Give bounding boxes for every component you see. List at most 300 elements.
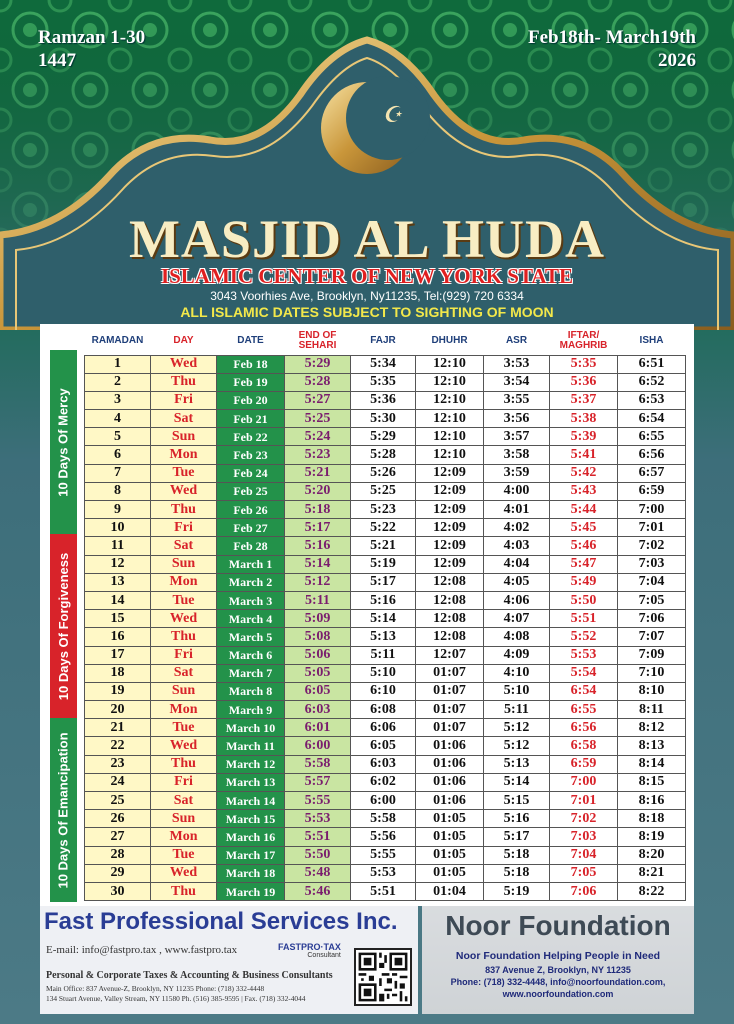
iftar-cell: 5:52	[550, 628, 618, 646]
iftar-cell: 7:02	[550, 810, 618, 828]
dhuhr-cell: 01:06	[416, 773, 484, 791]
iftar-cell: 6:59	[550, 755, 618, 773]
weekday-cell: Thu	[151, 373, 217, 391]
date-cell: March 13	[217, 773, 285, 791]
fajr-cell: 5:19	[351, 555, 416, 573]
isha-cell: 7:04	[618, 573, 686, 591]
hijri-range: Ramzan 1-30 1447	[38, 27, 146, 71]
isha-cell: 7:06	[618, 610, 686, 628]
dhuhr-cell: 01:06	[416, 792, 484, 810]
iftar-cell: 5:42	[550, 464, 618, 482]
asr-cell: 5:17	[484, 828, 550, 846]
dhuhr-cell: 01:06	[416, 755, 484, 773]
dhuhr-cell: 01:05	[416, 810, 484, 828]
asr-cell: 5:12	[484, 719, 550, 737]
dhuhr-cell: 01:07	[416, 664, 484, 682]
table-row	[85, 682, 686, 700]
isha-cell: 8:14	[618, 755, 686, 773]
date-cell: Feb 25	[217, 482, 285, 500]
table-row	[85, 591, 686, 609]
table-row	[85, 555, 686, 573]
date-cell: March 2	[217, 573, 285, 591]
isha-cell: 6:59	[618, 482, 686, 500]
weekday-cell: Wed	[151, 482, 217, 500]
sehari-cell: 5:21	[285, 464, 351, 482]
isha-cell: 8:15	[618, 773, 686, 791]
column-dhuhr: DHUHR	[416, 328, 484, 355]
weekday-cell: Mon	[151, 701, 217, 719]
prayer-timetable	[84, 328, 686, 901]
ramadan-day-cell: 6	[85, 446, 151, 464]
asr-cell: 4:10	[484, 664, 550, 682]
sponsor-services: Personal & Corporate Taxes & Accounting & Business Consultants	[46, 970, 333, 981]
isha-cell: 6:55	[618, 428, 686, 446]
ramadan-day-cell: 19	[85, 682, 151, 700]
iftar-cell: 5:37	[550, 391, 618, 409]
iftar-cell: 6:56	[550, 719, 618, 737]
date-cell: Feb 23	[217, 446, 285, 464]
column-sehari: END OF SEHARI	[285, 328, 351, 355]
asr-cell: 4:03	[484, 537, 550, 555]
asr-cell: 3:56	[484, 410, 550, 428]
iftar-cell: 6:54	[550, 682, 618, 700]
weekday-cell: Wed	[151, 737, 217, 755]
isha-cell: 7:09	[618, 646, 686, 664]
sehari-cell: 5:51	[285, 828, 351, 846]
section-label-mercy: 10 Days Of Mercy	[50, 350, 77, 534]
date-cell: March 19	[217, 882, 285, 900]
isha-cell: 8:22	[618, 882, 686, 900]
asr-cell: 3:55	[484, 391, 550, 409]
table-row	[85, 355, 686, 373]
weekday-cell: Fri	[151, 646, 217, 664]
dhuhr-cell: 12:08	[416, 610, 484, 628]
ramadan-day-cell: 24	[85, 773, 151, 791]
dhuhr-cell: 12:09	[416, 555, 484, 573]
dhuhr-cell: 12:08	[416, 628, 484, 646]
ramadan-day-cell: 29	[85, 864, 151, 882]
noor-phone: Phone: (718) 332-4448, info@noorfoundation.com,	[450, 977, 666, 987]
fajr-cell: 5:22	[351, 519, 416, 537]
weekday-cell: Fri	[151, 519, 217, 537]
column-isha: ISHA	[618, 328, 686, 355]
address: 3043 Voorhies Ave, Brooklyn, Ny11235, Tel:(929) 720 6334	[210, 289, 524, 303]
ramadan-day-cell: 26	[85, 810, 151, 828]
noor-tagline: Noor Foundation Helping People in Need	[455, 950, 661, 962]
weekday-cell: Tue	[151, 719, 217, 737]
asr-cell: 4:04	[484, 555, 550, 573]
iftar-cell: 7:04	[550, 846, 618, 864]
fajr-cell: 6:00	[351, 792, 416, 810]
sehari-cell: 5:12	[285, 573, 351, 591]
fajr-cell: 5:51	[351, 882, 416, 900]
asr-cell: 5:14	[484, 773, 550, 791]
ramadan-day-cell: 5	[85, 428, 151, 446]
fajr-cell: 5:16	[351, 591, 416, 609]
iftar-cell: 5:36	[550, 373, 618, 391]
column-iftar: IFTAR/ MAGHRIB	[550, 328, 618, 355]
fajr-cell: 5:21	[351, 537, 416, 555]
isha-cell: 6:56	[618, 446, 686, 464]
fajr-cell: 5:36	[351, 391, 416, 409]
table-row	[85, 737, 686, 755]
timetable-body	[85, 355, 686, 901]
table-header-row	[85, 328, 686, 355]
sehari-cell: 5:58	[285, 755, 351, 773]
dhuhr-cell: 01:05	[416, 864, 484, 882]
date-cell: March 1	[217, 555, 285, 573]
table-row	[85, 864, 686, 882]
dhuhr-cell: 12:09	[416, 537, 484, 555]
iftar-cell: 7:01	[550, 792, 618, 810]
table-row	[85, 537, 686, 555]
asr-cell: 5:13	[484, 755, 550, 773]
fajr-cell: 5:53	[351, 864, 416, 882]
iftar-cell: 5:51	[550, 610, 618, 628]
sehari-cell: 5:48	[285, 864, 351, 882]
iftar-cell: 5:41	[550, 446, 618, 464]
isha-cell: 6:54	[618, 410, 686, 428]
weekday-cell: Sat	[151, 410, 217, 428]
sehari-cell: 5:46	[285, 882, 351, 900]
ramadan-day-cell: 18	[85, 664, 151, 682]
weekday-cell: Thu	[151, 501, 217, 519]
date-cell: Feb 18	[217, 355, 285, 373]
ramadan-day-cell: 20	[85, 701, 151, 719]
sehari-cell: 6:01	[285, 719, 351, 737]
ramadan-day-cell: 1	[85, 355, 151, 373]
ramadan-day-cell: 8	[85, 482, 151, 500]
table-row	[85, 391, 686, 409]
iftar-cell: 5:38	[550, 410, 618, 428]
fajr-cell: 6:06	[351, 719, 416, 737]
ramadan-day-cell: 27	[85, 828, 151, 846]
weekday-cell: Tue	[151, 846, 217, 864]
weekday-cell: Mon	[151, 446, 217, 464]
date-cell: March 18	[217, 864, 285, 882]
isha-cell: 7:03	[618, 555, 686, 573]
dhuhr-cell: 01:04	[416, 882, 484, 900]
iftar-cell: 7:03	[550, 828, 618, 846]
column-fajr: FAJR	[351, 328, 416, 355]
date-cell: Feb 22	[217, 428, 285, 446]
weekday-cell: Tue	[151, 591, 217, 609]
weekday-cell: Wed	[151, 355, 217, 373]
ramadan-day-cell: 14	[85, 591, 151, 609]
isha-cell: 8:20	[618, 846, 686, 864]
organization-subtitle: ISLAMIC CENTER OF NEW YORK STATE	[160, 264, 574, 288]
date-cell: March 9	[217, 701, 285, 719]
fajr-cell: 5:10	[351, 664, 416, 682]
date-cell: Feb 21	[217, 410, 285, 428]
sehari-cell: 5:55	[285, 792, 351, 810]
moon-sighting-notice: ALL ISLAMIC DATES SUBJECT TO SIGHTING OF MOON	[180, 304, 554, 320]
weekday-cell: Mon	[151, 828, 217, 846]
date-cell: Feb 24	[217, 464, 285, 482]
date-cell: Feb 20	[217, 391, 285, 409]
sehari-cell: 5:09	[285, 610, 351, 628]
ramadan-day-cell: 17	[85, 646, 151, 664]
weekday-cell: Tue	[151, 464, 217, 482]
asr-cell: 5:19	[484, 882, 550, 900]
svg-text:☪: ☪	[382, 103, 402, 128]
table-row	[85, 755, 686, 773]
iftar-cell: 5:47	[550, 555, 618, 573]
sehari-cell: 5:14	[285, 555, 351, 573]
dhuhr-cell: 12:09	[416, 501, 484, 519]
ramadan-day-cell: 15	[85, 610, 151, 628]
dhuhr-cell: 12:09	[416, 482, 484, 500]
table-row	[85, 410, 686, 428]
dhuhr-cell: 12:10	[416, 410, 484, 428]
ramadan-day-cell: 10	[85, 519, 151, 537]
isha-cell: 6:51	[618, 355, 686, 373]
column-ramadan: RAMADAN	[85, 328, 151, 355]
iftar-cell: 5:46	[550, 537, 618, 555]
sehari-cell: 5:24	[285, 428, 351, 446]
sponsor-offices: Main Office: 837 Avenue-Z, Brooklyn, NY 11235 Phone: (718) 332-4448 134 Stuart Avenue, Valley Stream, NY 11580 Ph. (516) 385-9595 | Fax. (718) 332-4044	[46, 984, 306, 1003]
iftar-cell: 5:53	[550, 646, 618, 664]
isha-cell: 6:53	[618, 391, 686, 409]
table-row	[85, 610, 686, 628]
date-cell: March 15	[217, 810, 285, 828]
sehari-cell: 5:53	[285, 810, 351, 828]
sehari-cell: 5:57	[285, 773, 351, 791]
date-cell: Feb 19	[217, 373, 285, 391]
section-label-emancipation: 10 Days Of Emancipation	[50, 718, 77, 902]
isha-cell: 8:16	[618, 792, 686, 810]
dhuhr-cell: 12:10	[416, 428, 484, 446]
date-cell: March 7	[217, 664, 285, 682]
table-row	[85, 828, 686, 846]
fajr-cell: 5:11	[351, 646, 416, 664]
fajr-cell: 5:25	[351, 482, 416, 500]
iftar-cell: 6:55	[550, 701, 618, 719]
ramadan-day-cell: 25	[85, 792, 151, 810]
date-cell: March 14	[217, 792, 285, 810]
date-cell: March 5	[217, 628, 285, 646]
table-row	[85, 573, 686, 591]
sehari-cell: 5:18	[285, 501, 351, 519]
table-row	[85, 701, 686, 719]
fajr-cell: 5:56	[351, 828, 416, 846]
iftar-cell: 5:43	[550, 482, 618, 500]
fajr-cell: 5:34	[351, 355, 416, 373]
timetable-panel	[40, 324, 694, 906]
weekday-cell: Sat	[151, 537, 217, 555]
weekday-cell: Wed	[151, 610, 217, 628]
sehari-cell: 5:50	[285, 846, 351, 864]
sehari-cell: 5:28	[285, 373, 351, 391]
iftar-cell: 5:39	[550, 428, 618, 446]
table-row	[85, 792, 686, 810]
table-row	[85, 373, 686, 391]
table-row	[85, 501, 686, 519]
table-row	[85, 719, 686, 737]
weekday-cell: Sun	[151, 810, 217, 828]
ramadan-day-cell: 7	[85, 464, 151, 482]
sehari-cell: 5:25	[285, 410, 351, 428]
column-day: DAY	[151, 328, 217, 355]
ramadan-day-cell: 28	[85, 846, 151, 864]
asr-cell: 4:05	[484, 573, 550, 591]
sehari-cell: 5:20	[285, 482, 351, 500]
iftar-cell: 7:06	[550, 882, 618, 900]
date-cell: March 16	[217, 828, 285, 846]
weekday-cell: Fri	[151, 773, 217, 791]
asr-cell: 3:59	[484, 464, 550, 482]
isha-cell: 8:11	[618, 701, 686, 719]
ramadan-day-cell: 2	[85, 373, 151, 391]
isha-cell: 7:02	[618, 537, 686, 555]
sehari-cell: 6:05	[285, 682, 351, 700]
page-title: MASJID AL HUDA	[128, 209, 606, 269]
isha-cell: 6:52	[618, 373, 686, 391]
weekday-cell: Mon	[151, 573, 217, 591]
asr-cell: 5:12	[484, 737, 550, 755]
sehari-cell: 6:00	[285, 737, 351, 755]
weekday-cell: Wed	[151, 864, 217, 882]
dhuhr-cell: 01:07	[416, 719, 484, 737]
fajr-cell: 5:35	[351, 373, 416, 391]
section-label-forgiveness: 10 Days Of Forgiveness	[50, 534, 77, 718]
date-cell: March 6	[217, 646, 285, 664]
isha-cell: 7:01	[618, 519, 686, 537]
asr-cell: 3:57	[484, 428, 550, 446]
table-row	[85, 519, 686, 537]
isha-cell: 8:19	[618, 828, 686, 846]
isha-cell: 7:07	[618, 628, 686, 646]
fajr-cell: 6:03	[351, 755, 416, 773]
sehari-cell: 5:27	[285, 391, 351, 409]
date-cell: Feb 26	[217, 501, 285, 519]
sehari-cell: 5:17	[285, 519, 351, 537]
weekday-cell: Sat	[151, 792, 217, 810]
isha-cell: 7:00	[618, 501, 686, 519]
sehari-cell: 5:16	[285, 537, 351, 555]
isha-cell: 6:57	[618, 464, 686, 482]
dhuhr-cell: 12:10	[416, 355, 484, 373]
dhuhr-cell: 12:07	[416, 646, 484, 664]
ramadan-day-cell: 16	[85, 628, 151, 646]
dhuhr-cell: 12:10	[416, 446, 484, 464]
qr-code-icon	[354, 948, 412, 1006]
dhuhr-cell: 12:09	[416, 464, 484, 482]
weekday-cell: Fri	[151, 391, 217, 409]
iftar-cell: 5:50	[550, 591, 618, 609]
asr-cell: 4:09	[484, 646, 550, 664]
fajr-cell: 5:13	[351, 628, 416, 646]
noor-address: 837 Avenue Z, Brooklyn, NY 11235	[485, 965, 631, 975]
dhuhr-cell: 01:05	[416, 828, 484, 846]
noor-name: Noor Foundation	[445, 910, 671, 941]
ramadan-day-cell: 13	[85, 573, 151, 591]
isha-cell: 8:10	[618, 682, 686, 700]
dhuhr-cell: 12:10	[416, 391, 484, 409]
isha-cell: 7:05	[618, 591, 686, 609]
isha-cell: 8:18	[618, 810, 686, 828]
sponsor-noor-foundation	[422, 906, 694, 1014]
fajr-cell: 5:28	[351, 446, 416, 464]
sponsor-footer	[40, 906, 694, 1014]
ramadan-day-cell: 30	[85, 882, 151, 900]
ramadan-day-cell: 12	[85, 555, 151, 573]
asr-cell: 3:54	[484, 373, 550, 391]
asr-cell: 5:10	[484, 682, 550, 700]
sponsor-fast-professional	[40, 906, 418, 1014]
asr-cell: 4:01	[484, 501, 550, 519]
table-row	[85, 846, 686, 864]
fajr-cell: 5:58	[351, 810, 416, 828]
date-cell: Feb 27	[217, 519, 285, 537]
fajr-cell: 5:26	[351, 464, 416, 482]
fajr-cell: 5:55	[351, 846, 416, 864]
dhuhr-cell: 01:07	[416, 682, 484, 700]
date-cell: March 11	[217, 737, 285, 755]
fajr-cell: 5:30	[351, 410, 416, 428]
iftar-cell: 5:35	[550, 355, 618, 373]
ramadan-day-cell: 3	[85, 391, 151, 409]
table-row	[85, 628, 686, 646]
sehari-cell: 5:06	[285, 646, 351, 664]
date-cell: March 8	[217, 682, 285, 700]
asr-cell: 5:18	[484, 864, 550, 882]
asr-cell: 3:58	[484, 446, 550, 464]
date-cell: March 3	[217, 591, 285, 609]
sehari-cell: 5:08	[285, 628, 351, 646]
weekday-cell: Thu	[151, 628, 217, 646]
asr-cell: 4:07	[484, 610, 550, 628]
iftar-cell: 5:45	[550, 519, 618, 537]
weekday-cell: Thu	[151, 882, 217, 900]
date-cell: March 4	[217, 610, 285, 628]
asr-cell: 4:02	[484, 519, 550, 537]
weekday-cell: Thu	[151, 755, 217, 773]
noor-website: www.noorfoundation.com	[502, 989, 614, 999]
fajr-cell: 5:14	[351, 610, 416, 628]
isha-cell: 8:12	[618, 719, 686, 737]
table-row	[85, 646, 686, 664]
weekday-cell: Sun	[151, 428, 217, 446]
asr-cell: 4:06	[484, 591, 550, 609]
fajr-cell: 6:10	[351, 682, 416, 700]
isha-cell: 8:21	[618, 864, 686, 882]
fajr-cell: 5:29	[351, 428, 416, 446]
column-date: DATE	[217, 328, 285, 355]
table-row	[85, 664, 686, 682]
table-row	[85, 464, 686, 482]
ramadan-day-cell: 9	[85, 501, 151, 519]
date-cell: Feb 28	[217, 537, 285, 555]
weekday-cell: Sun	[151, 682, 217, 700]
sehari-cell: 5:29	[285, 355, 351, 373]
dhuhr-cell: 12:09	[416, 519, 484, 537]
fajr-cell: 6:05	[351, 737, 416, 755]
asr-cell: 4:00	[484, 482, 550, 500]
iftar-cell: 6:58	[550, 737, 618, 755]
fajr-cell: 5:17	[351, 573, 416, 591]
table-row	[85, 428, 686, 446]
isha-cell: 8:13	[618, 737, 686, 755]
dhuhr-cell: 01:05	[416, 846, 484, 864]
isha-cell: 7:10	[618, 664, 686, 682]
sehari-cell: 6:03	[285, 701, 351, 719]
ramadan-day-cell: 4	[85, 410, 151, 428]
fajr-cell: 5:23	[351, 501, 416, 519]
dhuhr-cell: 01:07	[416, 701, 484, 719]
table-row	[85, 810, 686, 828]
ramadan-day-cell: 11	[85, 537, 151, 555]
